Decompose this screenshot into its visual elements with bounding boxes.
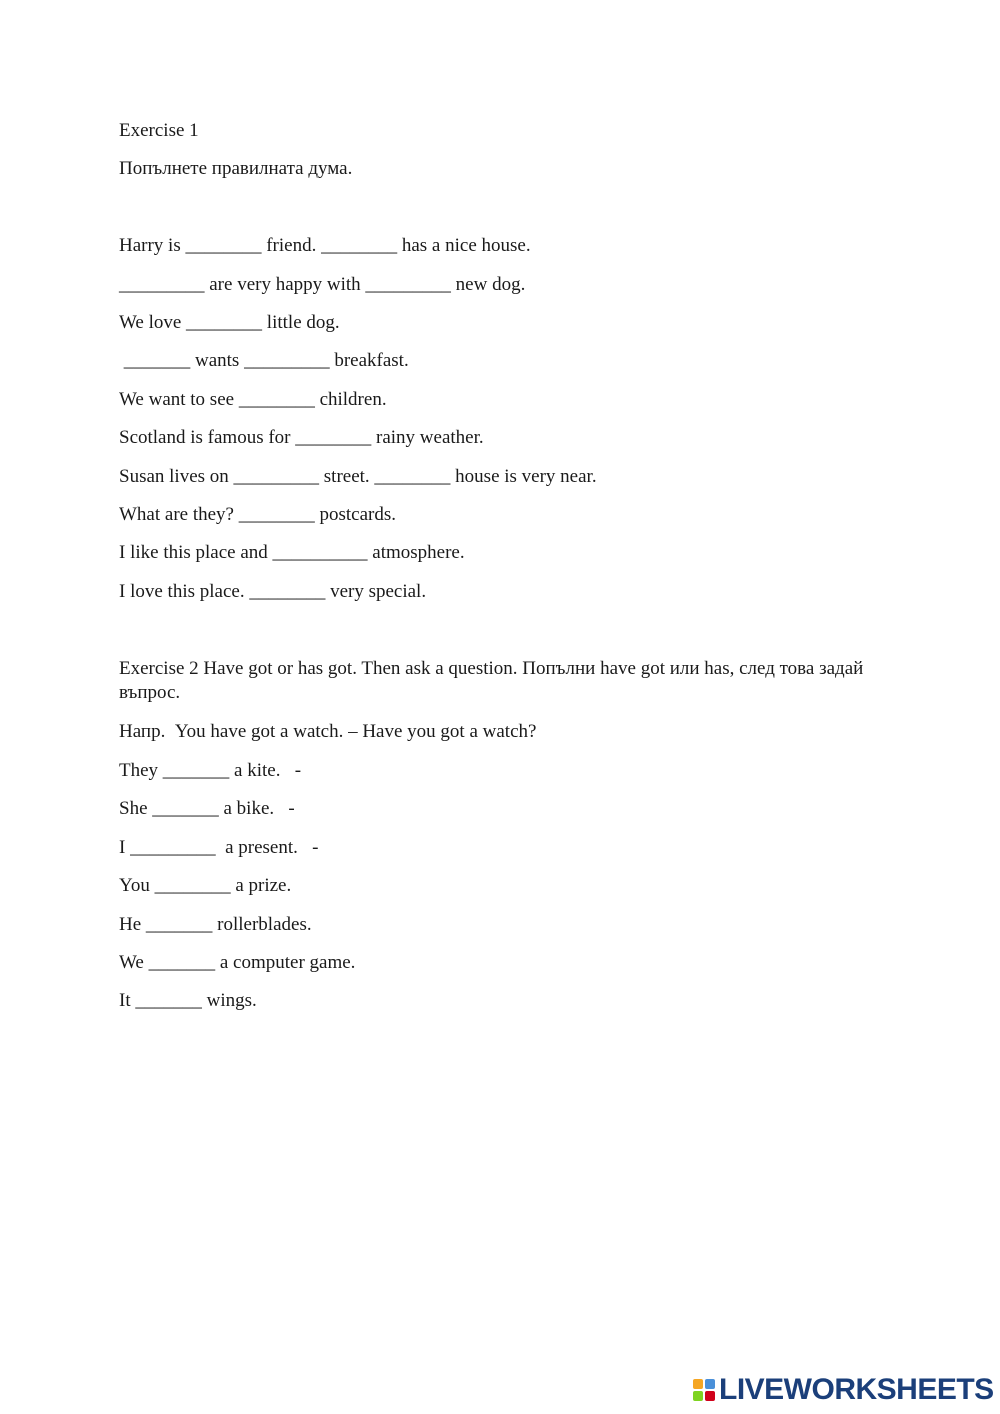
logo-square [693,1379,703,1389]
exercise-1-item: I like this place and __________ atmosphere. [119,542,465,563]
exercise-1-item: _________ are very happy with _________ new dog. [119,274,526,295]
exercise-2-item: We _______ a computer game. [119,952,356,973]
exercise-2-item: It _______ wings. [119,990,257,1011]
exercise-1-instruction: Попълнете правилната дума. [119,158,353,179]
logo-square [693,1391,703,1401]
exercise-2-item: I _________ a present. - [119,837,319,858]
logo-squares-icon [693,1379,715,1401]
exercise-1-item: We want to see ________ children. [119,389,387,410]
liveworksheets-logo [693,1374,994,1406]
logo-square [705,1391,715,1401]
exercise-1-item: Scotland is famous for ________ rainy weather. [119,427,484,448]
exercise-2-item: She _______ a bike. - [119,798,295,819]
exercise-2-example: Напр. You have got a watch. – Have you got a watch? [119,721,537,742]
exercise-1-item: I love this place. ________ very special. [119,581,427,602]
exercise-1-item: Harry is ________ friend. ________ has a nice house. [119,235,531,256]
exercise-1-item: We love ________ little dog. [119,312,340,333]
logo-text: LIVEWORKSHEETS [719,1373,994,1406]
exercise-2-item: He _______ rollerblades. [119,914,312,935]
logo-square [705,1379,715,1389]
exercise-2-title: Exercise 2 Have got or has got. Then ask a question. Попълни have got или has, след това задай въпрос. [119,658,864,703]
exercise-1-item: Susan lives on _________ street. ________ house is very near. [119,466,597,487]
exercise-1-item: _______ wants _________ breakfast. [119,350,409,371]
exercise-1-title: Exercise 1 [119,120,199,141]
exercise-2-item: They _______ a kite. - [119,760,302,781]
exercise-1-item: What are they? ________ postcards. [119,504,396,525]
exercise-2-item: You ________ a prize. [119,875,292,896]
